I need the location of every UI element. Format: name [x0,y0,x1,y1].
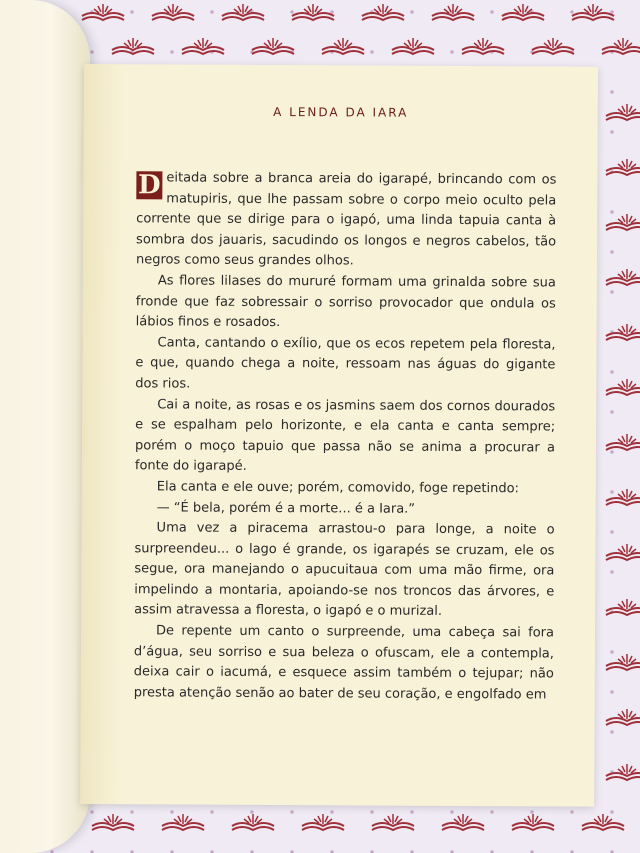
open-book-icon [320,34,366,56]
book-page [80,64,598,807]
open-book-icon [500,0,546,22]
paragraph-7: Uma vez a piracema arrastou-o para longe, a noite o surpreendeu... o lago é grande, os igarapés se cruzam, ele os segue, ora manejando o apucuitaua com uma mão firme, ora impelindo a montaria, apoiando-se nos troncos das árvores, e assim atravessa a floresta, o igapó e o murizal. [134,520,555,620]
open-book-icon [360,0,406,22]
open-book-icon [510,810,556,832]
open-book-icon [250,34,296,56]
open-book-icon [90,810,136,832]
paragraph-5: Ela canta e ele ouve; porém, comovido, foge repetindo: [156,479,520,497]
open-book-icon [604,100,640,122]
open-book-icon [160,810,206,832]
open-book-icon [150,0,196,22]
open-book-icon [80,0,126,22]
paragraph-3: Canta, cantando o exílio, que os ecos repetem pela floresta, e que, quando chega a noite, ressoam nas águas do gigante dos rios. [135,335,556,392]
open-book-icon [604,155,640,177]
open-book-icon [604,430,640,452]
open-book-icon [440,810,486,832]
open-book-icon [604,320,640,342]
page-text [134,168,557,706]
drop-cap: D [138,170,161,201]
open-book-icon [530,34,576,56]
open-book-icon [604,265,640,287]
open-book-icon [220,0,266,22]
paragraph-6: — “É bela, porém é a morte... é a Iara.” [156,499,416,517]
open-book-icon [604,760,640,782]
open-book-icon [600,34,640,56]
open-book-icon [460,34,506,56]
open-book-icon [180,34,226,56]
open-book-icon [370,810,416,832]
open-book-icon [604,210,640,232]
open-book-icon [300,810,346,832]
open-book-icon [604,595,640,617]
left-page-edge [0,0,90,853]
paragraph-4: Cai a noite, as rosas e os jasmins saem dos cornos dourados e se espalham pelo horizonte, e ela canta e canta sempre; porém o moço tapuio que passa não se anima a procurar a fonte do igarapé. [134,396,556,475]
open-book-icon [604,485,640,507]
open-book-icon [604,375,640,397]
paragraph-2: As flores lilases do mururé formam uma grinalda sobre sua fronde que faz sobressair o sorriso provocador que ondula os lábios finos e rosados. [135,273,556,331]
running-head: A LENDA DA IARA [273,104,409,120]
open-book-icon [290,0,336,22]
open-book-icon [580,810,626,832]
paragraph-1: D eitada sobre a branca areia do igarapé, brincando com os matupiris, que lhe passam sobre o corpo meio oculto pela corrente que se dirige para o igapó, uma linda tapuia canta à sombra dos jauaris, sacudindo os longos e negros cabelos, tão negros como seus grandes olhos. [135,170,557,269]
open-book-icon [430,0,476,22]
open-book-icon [604,705,640,727]
open-book-icon [230,810,276,832]
open-book-icon [604,650,640,672]
open-book-icon [110,34,156,56]
open-book-icon [570,0,616,22]
paragraph-8: De repente um canto o surpreende, uma cabeça sai fora d’água, seu sorriso e sua beleza o ofuscam, ele a contempla, deixa cair o iacumá, e esquece assim também o tejupar; não presta atenção senão ao bater de seu coração, e engolfado em [133,623,555,703]
open-book-icon [604,540,640,562]
open-book-icon [390,34,436,56]
